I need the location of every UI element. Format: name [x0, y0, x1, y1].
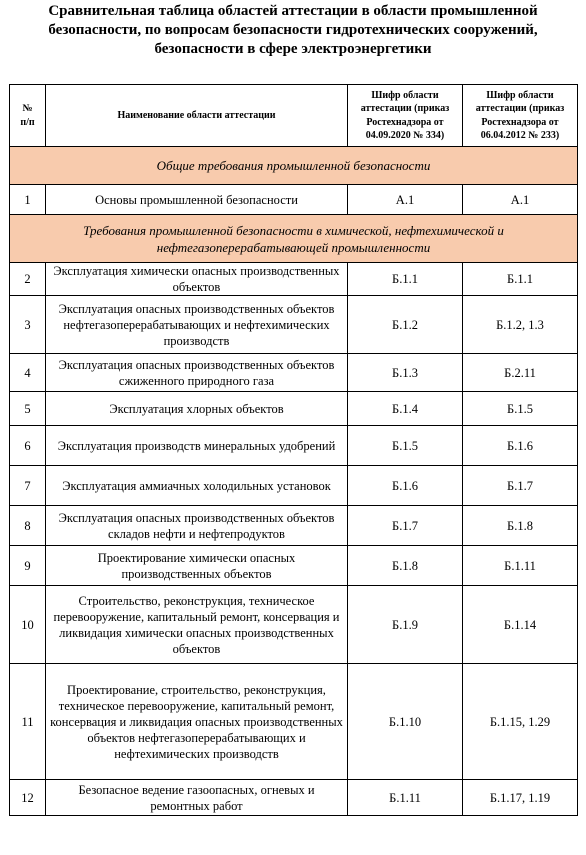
section-row	[10, 215, 578, 263]
row-code-2020: Б.1.8	[348, 546, 463, 586]
row-name: Эксплуатация опасных производственных объектов нефтегазоперерабатывающих и нефтехимических производств	[46, 296, 348, 354]
table-row	[10, 263, 578, 296]
section-title: Требования промышленной безопасности в химической, нефтехимической и нефтегазоперерабатывающей промышленности	[10, 215, 578, 263]
row-code-2012: Б.1.5	[463, 392, 578, 426]
table-row	[10, 586, 578, 664]
row-name: Эксплуатация опасных производственных объектов складов нефти и нефтепродуктов	[46, 506, 348, 546]
row-code-2020: Б.1.4	[348, 392, 463, 426]
row-code-2012: Б.1.7	[463, 466, 578, 506]
table-row	[10, 392, 578, 426]
row-code-2020: А.1	[348, 185, 463, 215]
row-number: 6	[10, 426, 46, 466]
row-code-2012: Б.1.6	[463, 426, 578, 466]
header-code-2020: Шифр области аттестации (приказ Ростехнадзора от 04.09.2020 № 334)	[348, 85, 463, 147]
row-name: Эксплуатация опасных производственных объектов сжиженного природного газа	[46, 354, 348, 392]
row-number: 12	[10, 780, 46, 816]
row-code-2012: Б.1.1	[463, 263, 578, 296]
row-number: 5	[10, 392, 46, 426]
row-code-2020: Б.1.6	[348, 466, 463, 506]
row-name: Эксплуатация химически опасных производственных объектов	[46, 263, 348, 296]
row-number: 11	[10, 664, 46, 780]
row-code-2012: Б.1.14	[463, 586, 578, 664]
row-code-2012: Б.1.8	[463, 506, 578, 546]
header-num: № п/п	[10, 85, 46, 147]
table-row	[10, 426, 578, 466]
header-name: Наименование области аттестации	[46, 85, 348, 147]
row-name: Эксплуатация производств минеральных удобрений	[46, 426, 348, 466]
row-code-2012: Б.1.2, 1.3	[463, 296, 578, 354]
section-row	[10, 147, 578, 185]
row-name: Проектирование, строительство, реконструкция, техническое перевооружение, капитальный ремонт, консервация и ликвидация опасных производственных объектов нефтегазоперерабатывающих и нефтехимических производств	[46, 664, 348, 780]
row-code-2020: Б.1.1	[348, 263, 463, 296]
header-code-2012: Шифр области аттестации (приказ Ростехнадзора от 06.04.2012 № 233)	[463, 85, 578, 147]
document-title: Сравнительная таблица областей аттестации в области промышленной безопасности, по вопросам безопасности гидротехнических сооружений, безопасности в сфере электроэнергетики	[48, 3, 538, 57]
row-name: Эксплуатация хлорных объектов	[46, 392, 348, 426]
row-number: 4	[10, 354, 46, 392]
row-number: 2	[10, 263, 46, 296]
row-code-2012: Б.2.11	[463, 354, 578, 392]
row-code-2020: Б.1.9	[348, 586, 463, 664]
row-code-2012: Б.1.17, 1.19	[463, 780, 578, 816]
table-row	[10, 185, 578, 215]
row-code-2020: Б.1.5	[348, 426, 463, 466]
table-row	[10, 664, 578, 780]
row-code-2020: Б.1.11	[348, 780, 463, 816]
row-number: 1	[10, 185, 46, 215]
row-code-2012: А.1	[463, 185, 578, 215]
row-code-2020: Б.1.10	[348, 664, 463, 780]
row-code-2020: Б.1.2	[348, 296, 463, 354]
row-name: Основы промышленной безопасности	[46, 185, 348, 215]
row-code-2020: Б.1.7	[348, 506, 463, 546]
section-title: Общие требования промышленной безопасности	[10, 147, 578, 185]
row-name: Безопасное ведение газоопасных, огневых и ремонтных работ	[46, 780, 348, 816]
row-number: 7	[10, 466, 46, 506]
table-row	[10, 546, 578, 586]
table-row	[10, 354, 578, 392]
row-code-2012: Б.1.11	[463, 546, 578, 586]
row-number: 8	[10, 506, 46, 546]
table-header-row	[10, 85, 578, 147]
row-number: 3	[10, 296, 46, 354]
row-name: Строительство, реконструкция, техническое перевооружение, капитальный ремонт, консервация и ликвидация химически опасных производственных объектов	[46, 586, 348, 664]
row-code-2012: Б.1.15, 1.29	[463, 664, 578, 780]
row-number: 9	[10, 546, 46, 586]
row-number: 10	[10, 586, 46, 664]
table-row	[10, 466, 578, 506]
row-name: Эксплуатация аммиачных холодильных установок	[46, 466, 348, 506]
table-row	[10, 780, 578, 816]
row-name: Проектирование химически опасных производственных объектов	[46, 546, 348, 586]
table-body	[10, 147, 578, 816]
row-code-2020: Б.1.3	[348, 354, 463, 392]
table-row	[10, 296, 578, 354]
attestation-comparison-table	[9, 84, 578, 816]
table-row	[10, 506, 578, 546]
